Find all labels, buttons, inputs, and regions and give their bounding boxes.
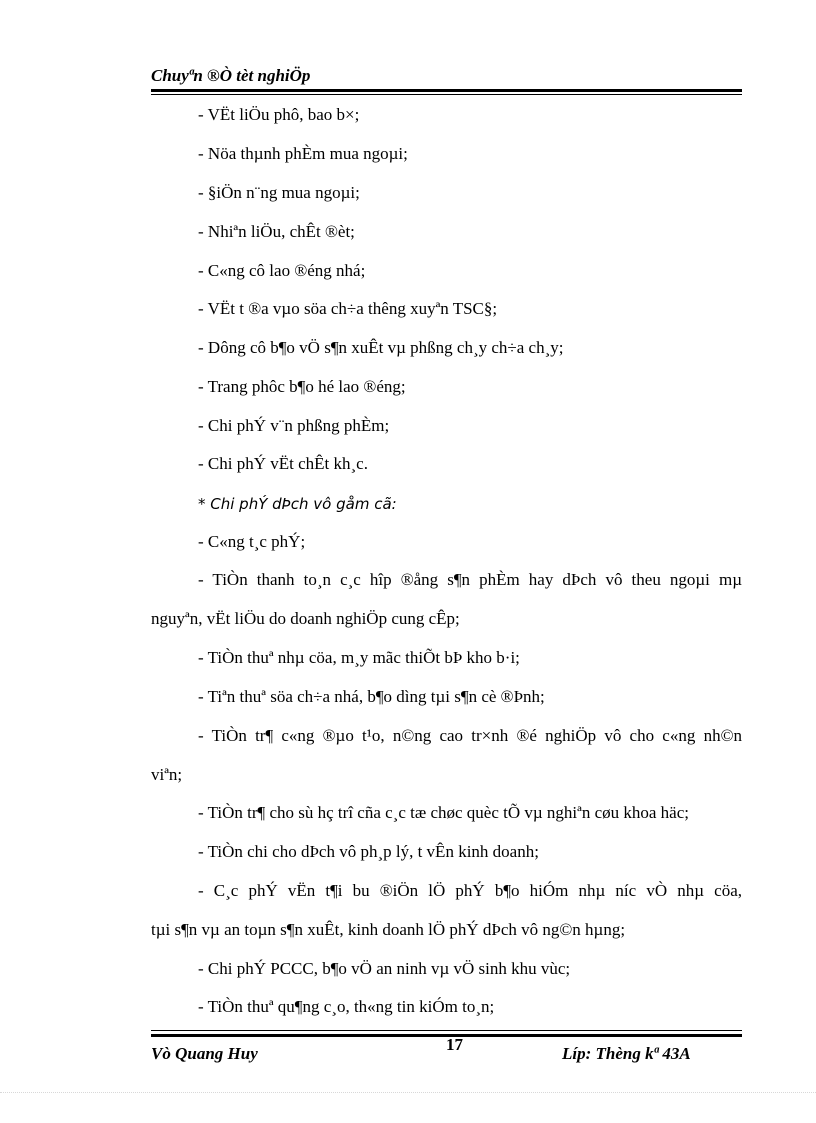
paragraph-line: tµi s¶n vµ an toµn s¶n xuÊt, kinh doanh lÖ phÝ dÞch vô ng©n hµng; bbox=[151, 920, 626, 939]
list-item: - Chi phÝ v¨n phßng phÈm; bbox=[198, 416, 390, 435]
list-item: - Chi phÝ PCCC, b¶o vÖ an ninh vµ vÖ sinh khu vùc; bbox=[198, 959, 571, 978]
footer-author: Vò Quang Huy bbox=[151, 1044, 258, 1063]
header-rule-thick bbox=[151, 89, 742, 92]
list-item: - Dông cô b¶o vÖ s¶n xuÊt vµ phßng ch¸y ch÷a ch¸y; bbox=[198, 338, 564, 357]
list-item: - §iÖn n¨ng mua ngoµi; bbox=[198, 183, 360, 202]
paragraph-line: - TiÒn tr¶ c«ng ®µo t¹o, n©ng cao tr×nh ®é nghiÖp vô cho c«ng nh©n bbox=[198, 726, 742, 745]
header-rule-thin bbox=[151, 94, 742, 95]
list-item: - Trang phôc b¶o hé lao ®éng; bbox=[198, 377, 406, 396]
list-item: - VËt t ®a vµo söa ch÷a thêng xuyªn TSC§; bbox=[198, 299, 498, 318]
list-item: - Chi phÝ vËt chÊt kh¸c. bbox=[198, 454, 368, 473]
section-subheading: * Chi phÝ dÞch vô gåm cã: bbox=[198, 495, 397, 513]
list-item: - TiÒn thuª qu¶ng c¸o, th«ng tin kiÓm to¸n; bbox=[198, 997, 495, 1016]
list-item: - Tiªn thuª söa ch÷a nhá, b¶o dìng tµi s¶n cè ®Þnh; bbox=[198, 687, 545, 706]
page-header-title: Chuyªn ®Ò tèt nghiÖp bbox=[151, 66, 311, 85]
page-edge-divider bbox=[0, 1092, 816, 1093]
list-item: - VËt liÖu phô, bao b×; bbox=[198, 105, 360, 124]
list-item: - TiÒn tr¶ cho sù hç trî cña c¸c tæ chøc quèc tÕ vµ nghiªn cøu khoa häc; bbox=[198, 803, 689, 822]
paragraph-line: viªn; bbox=[151, 765, 183, 784]
paragraph-line: - TiÒn thanh to¸n c¸c hîp ®ång s¶n phÈm hay dÞch vô theu ngoµi mµ bbox=[198, 570, 742, 589]
list-item: - TiÒn chi cho dÞch vô ph¸p lý, t vÊn kinh doanh; bbox=[198, 842, 539, 861]
list-item: - Nöa thµnh phÈm mua ngoµi; bbox=[198, 144, 408, 163]
footer-class: Líp: Thèng kª 43A bbox=[562, 1044, 691, 1063]
footer-rule-thin bbox=[151, 1030, 742, 1031]
list-item: - C«ng cô lao ®éng nhá; bbox=[198, 261, 366, 280]
paragraph-line: - C¸c phÝ vËn t¶i bu ®iÖn lÖ phÝ b¶o hiÓm nhµ níc vÒ nhµ cöa, bbox=[198, 881, 742, 900]
page-number: 17 bbox=[446, 1035, 463, 1054]
list-item: - TiÒn thuª nhµ cöa, m¸y mãc thiÕt bÞ kho b·i; bbox=[198, 648, 520, 667]
paragraph-line: nguyªn, vËt liÖu do doanh nghiÖp cung cÊp; bbox=[151, 609, 460, 628]
list-item: - C«ng t¸c phÝ; bbox=[198, 532, 306, 551]
list-item: - Nhiªn liÖu, chÊt ®èt; bbox=[198, 222, 355, 241]
